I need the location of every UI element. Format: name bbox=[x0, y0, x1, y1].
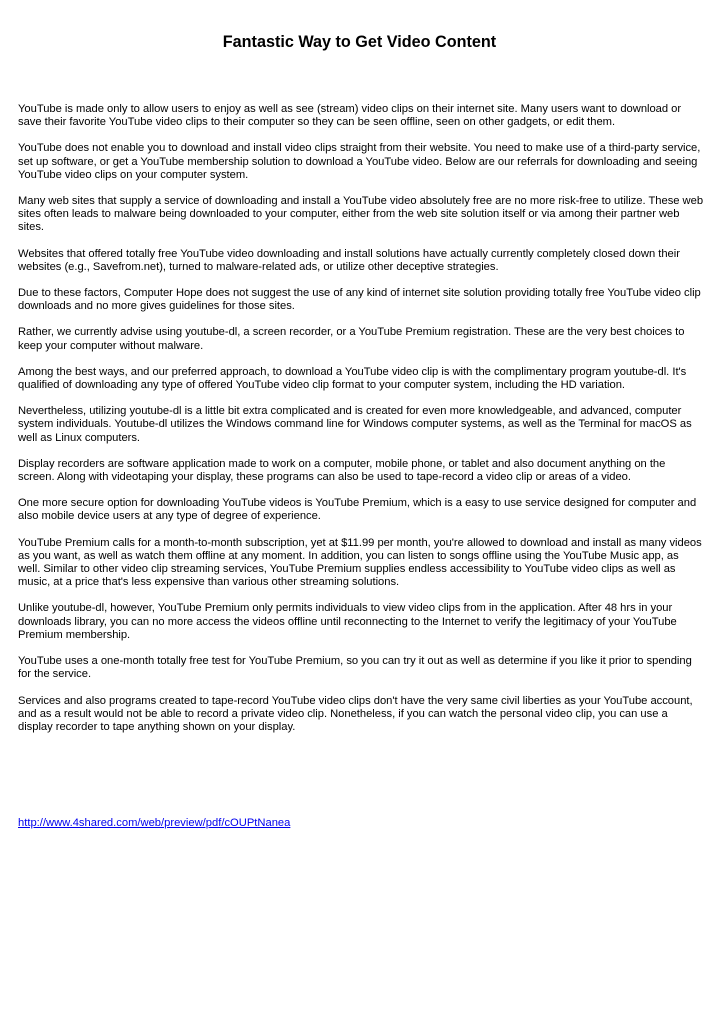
paragraph: Websites that offered totally free YouTube video downloading and install solutions have actually currently completely closed down their websites (e.g., Savefrom.net), turned to malware-related ads, or utilize other deceptive strategies. bbox=[18, 247, 680, 273]
paragraph: Many web sites that supply a service of downloading and install a YouTube video absolutely free are no more risk-free to utilize. These web sites often leads to malware being downloaded to your computer, either from the web site solution itself or via among their partner web sites. bbox=[18, 195, 704, 234]
paragraph: Rather, we currently advise using youtube-dl, a screen recorder, or a YouTube Premium registration. These are the very best choices to keep your computer without malware. bbox=[18, 326, 685, 352]
page-title: Fantastic Way to Get Video Content bbox=[222, 33, 497, 51]
paragraph: Services and also programs created to tape-record YouTube video clips don't have the very same civil liberties as your YouTube account, and as a result would not be able to record a private video clip. Nonetheless, if you can watch the personal video clip, you can use a display recorder to tape anything shown on your display. bbox=[18, 694, 693, 733]
paragraph: YouTube is made only to allow users to enjoy as well as see (stream) video clips on their internet site. Many users want to download or save their favorite YouTube video clips to their computer so they can be seen offline, seen on other gadgets, or edit them. bbox=[18, 103, 682, 129]
document-body bbox=[18, 103, 704, 747]
paragraph: YouTube uses a one-month totally free test for YouTube Premium, so you can try it out as well as determine if you like it prior to spending for the service. bbox=[18, 655, 692, 681]
paragraph: Unlike youtube-dl, however, YouTube Premium only permits individuals to view video clips from in the application. After 48 hrs in your downloads library, you can no more access the videos offline until reconnecting to the Internet to verify the legitimacy of your YouTube Premium membership. bbox=[18, 602, 677, 641]
paragraph: Due to these factors, Computer Hope does not suggest the use of any kind of internet site solution providing totally free YouTube video clip downloads and no more gives guidelines for those sites. bbox=[18, 287, 701, 313]
paragraph: Nevertheless, utilizing youtube-dl is a little bit extra complicated and is created for even more knowledgeable, and advanced, computer system individuals. Youtube-dl utilizes the Windows command line for Windows computer systems, as well as the Terminal for macOS as well as Linux computers. bbox=[18, 405, 692, 444]
paragraph: YouTube does not enable you to download and install video clips straight from their website. You need to make use of a third-party service, set up software, or get a YouTube membership solution to download a YouTube video. Below are our referrals for downloading and seeing YouTube video clips on your computer system. bbox=[18, 142, 701, 181]
paragraph: One more secure option for downloading YouTube videos is YouTube Premium, which is a easy to use service designed for computer and also mobile device users at any type of degree of experience. bbox=[18, 497, 697, 523]
paragraph: Among the best ways, and our preferred approach, to download a YouTube video clip is with the complimentary program youtube-dl. It's qualified of downloading any type of offered YouTube video clip format to your computer system, including the HD variation. bbox=[18, 365, 687, 392]
paragraph: Display recorders are software application made to work on a computer, mobile phone, or tablet and also document anything on the screen. Along with videotaping your display, these programs can also be used to tape-record a video clip or areas of a video. bbox=[18, 457, 666, 484]
paragraph: YouTube Premium calls for a month-to-month subscription, yet at $11.99 per month, you're allowed to download and install as many videos as you want, as well as watch them offline at any moment. In addition, you can listen to songs offline using the YouTube Music app, as well. Similar to other video clip streaming services, YouTube Premium supplies endless accessibility to YouTube video clips as well as music, at a price that's less expensive than various other streaming solutions. bbox=[18, 536, 702, 589]
source-link[interactable]: http://www.4shared.com/web/preview/pdf/cOUPtNanea bbox=[18, 817, 291, 829]
